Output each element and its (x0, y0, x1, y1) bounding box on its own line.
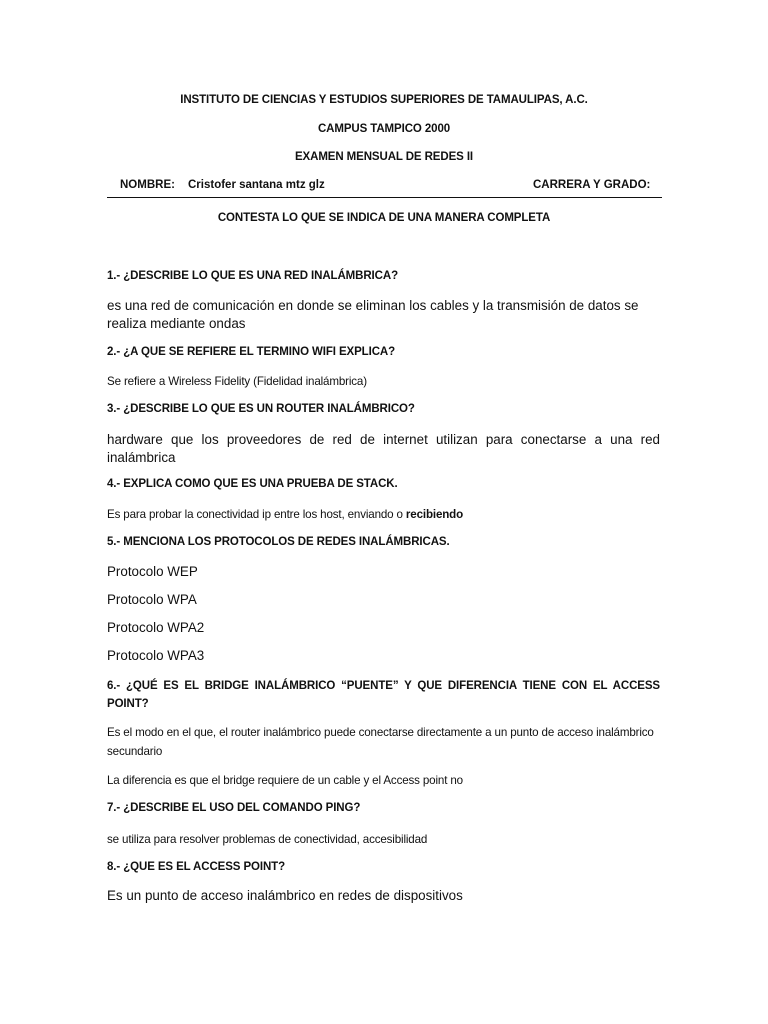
answer-5-item: Protocolo WPA2 (107, 620, 205, 635)
career-label: CARRERA Y GRADO: (533, 179, 651, 191)
question-1: 1.- ¿DESCRIBE LO QUE ES UNA RED INALÁMBRICA? (107, 270, 398, 282)
name-label: NOMBRE: (120, 179, 175, 191)
question-6: 6.- ¿QUÉ ES EL BRIDGE INALÁMBRICO “PUENTE” Y QUE DIFERENCIA TIENE CON EL ACCESS POINT? (107, 680, 660, 710)
answer-6-difference: La diferencia es que el bridge requiere de un cable y el Access point no (107, 774, 463, 787)
answer-3: hardware que los proveedores de red de internet utilizan para conectarse a una red inalámbrica (107, 432, 660, 465)
question-8: 8.- ¿QUE ES EL ACCESS POINT? (107, 861, 286, 873)
answer-5-item: Protocolo WEP (107, 564, 198, 579)
name-value: Cristofer santana mtz glz (188, 179, 325, 191)
answer-7: se utiliza para resolver problemas de conectividad, accesibilidad (107, 833, 428, 846)
question-2: 2.- ¿A QUE SE REFIERE EL TERMINO WIFI EXPLICA? (107, 346, 396, 358)
answer-5-item: Protocolo WPA3 (107, 648, 205, 663)
question-4: 4.- EXPLICA COMO QUE ES UNA PRUEBA DE STACK. (107, 478, 398, 490)
question-7: 7.- ¿DESCRIBE EL USO DEL COMANDO PING? (107, 802, 361, 814)
question-3: 3.- ¿DESCRIBE LO QUE ES UN ROUTER INALÁMBRICO? (107, 403, 415, 415)
answer-4 (107, 505, 660, 524)
answer-4-bold: recibiendo (405, 508, 464, 521)
campus-title: CAMPUS TAMPICO 2000 (317, 123, 451, 135)
answer-6: Es el modo en el que, el router inalámbrico puede conectarse directamente a un punto de acceso inalámbrico secundario (107, 726, 654, 758)
question-5: 5.- MENCIONA LOS PROTOCOLOS DE REDES INALÁMBRICAS. (107, 536, 450, 548)
instructions: CONTESTA LO QUE SE INDICA DE UNA MANERA COMPLETA (217, 212, 551, 224)
answer-8: Es un punto de acceso inalámbrico en redes de dispositivos (107, 888, 463, 903)
answer-2: Se refiere a Wireless Fidelity (Fidelidad inalámbrica) (107, 375, 367, 388)
exam-title: EXAMEN MENSUAL DE REDES II (294, 151, 474, 163)
institution-title: INSTITUTO DE CIENCIAS Y ESTUDIOS SUPERIORES DE TAMAULIPAS, A.C. (180, 94, 588, 106)
header-divider (107, 197, 662, 198)
answer-5-item: Protocolo WPA (107, 592, 197, 607)
answer-4-text: Es para probar la conectividad ip entre los host, enviando o (107, 508, 406, 521)
answer-1: es una red de comunicación en donde se eliminan los cables y la transmisión de datos se realiza mediante ondas (107, 298, 639, 331)
